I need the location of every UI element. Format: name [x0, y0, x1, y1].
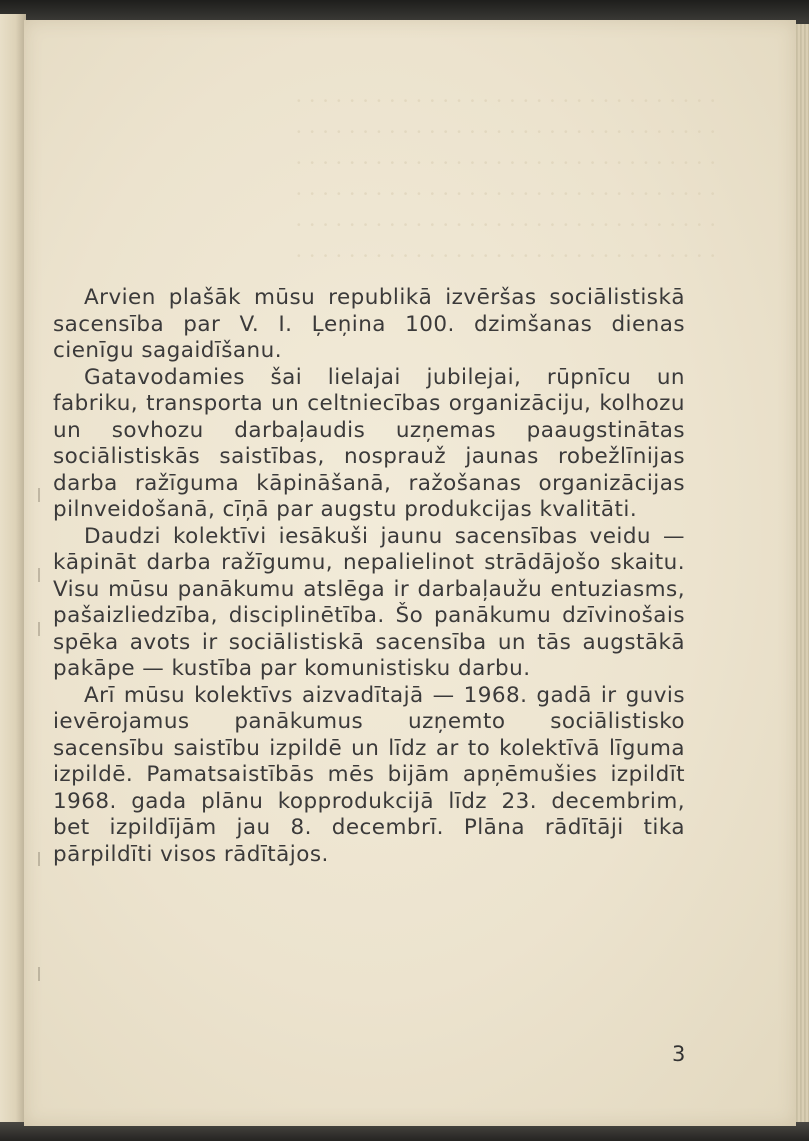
- margin-mark: [38, 852, 40, 866]
- paragraph: Arī mūsu kolektīvs aizvadītajā — 1968. gadā ir guvis ievērojamus panākumus uzņemto sociālistisko sacensību saistību izpildē un līdz ar to kolektīvā līguma izpildē. Pamatsaistībās mēs bijām apņēmušies izpildīt 1968. gada plānu kopprodukcijā līdz 23. decembrim, bet izpildījām jau 8. decembrī. Plāna rādītāji tika pārpildīti visos rādītājos.: [53, 682, 685, 867]
- bleed-through-text: · · · · · · · · · · · · · · · · · · · · · · · · · · · · · · · · · · · · · · · · · · · · · · · · · · · · · · · · · · · · · · · · · · · · · · · · · · · · · · · · · · · · · · · · · · · · · · · · · · · · · · · · · · · · · · · · · · · · · · · · · · · · · · · · · · · · · · · · · · · · · · · · · · · · · · · · · · · · · · · · · · · · · · · · · · · · · · · · · · · · · · · · · · · · · · · ·: [295, 89, 716, 268]
- paragraph: Arvien plašāk mūsu republikā izvēršas sociālistiskā sacensība par V. I. Ļeņina 100. dzimšanas dienas cienīgu sagaidīšanu.: [53, 285, 685, 363]
- margin-mark: [38, 622, 40, 636]
- book-spine-edge: [0, 14, 26, 1126]
- margin-mark: [38, 488, 40, 502]
- paragraph: Gatavodamies šai lielajai jubilejai, rūpnīcu un fabriku, transporta un celtniecības organizāciju, kolhozu un sovhozu darbaļaudis uzņemas paaugstinātas sociālistiskās saistības, nosprauž jaunas robežlīnijas darba ražīguma kāpināšanā, ražošanas organizācijas pilnveidošanā, cīņā par augstu produkcijas kvalitāti.: [53, 364, 685, 522]
- body-text: [53, 285, 685, 868]
- page-number: 3: [672, 1042, 686, 1066]
- margin-mark: [38, 568, 40, 582]
- margin-mark: [38, 967, 40, 981]
- paragraph: Daudzi kolektīvi iesākuši jaunu sacensības veidu — kāpināt darba ražīgumu, nepalielinot strādājošo skaitu. Visu mūsu panākumu atslēga ir darbaļaužu entuziasms, pašaizliedzība, disciplinētība. Šo panākumu dzīvinošais spēka avots ir sociālistiskā sacensība un tās augstākā pakāpe — kustība par komunistisku darbu.: [53, 523, 685, 681]
- scan-top-border: [0, 0, 809, 22]
